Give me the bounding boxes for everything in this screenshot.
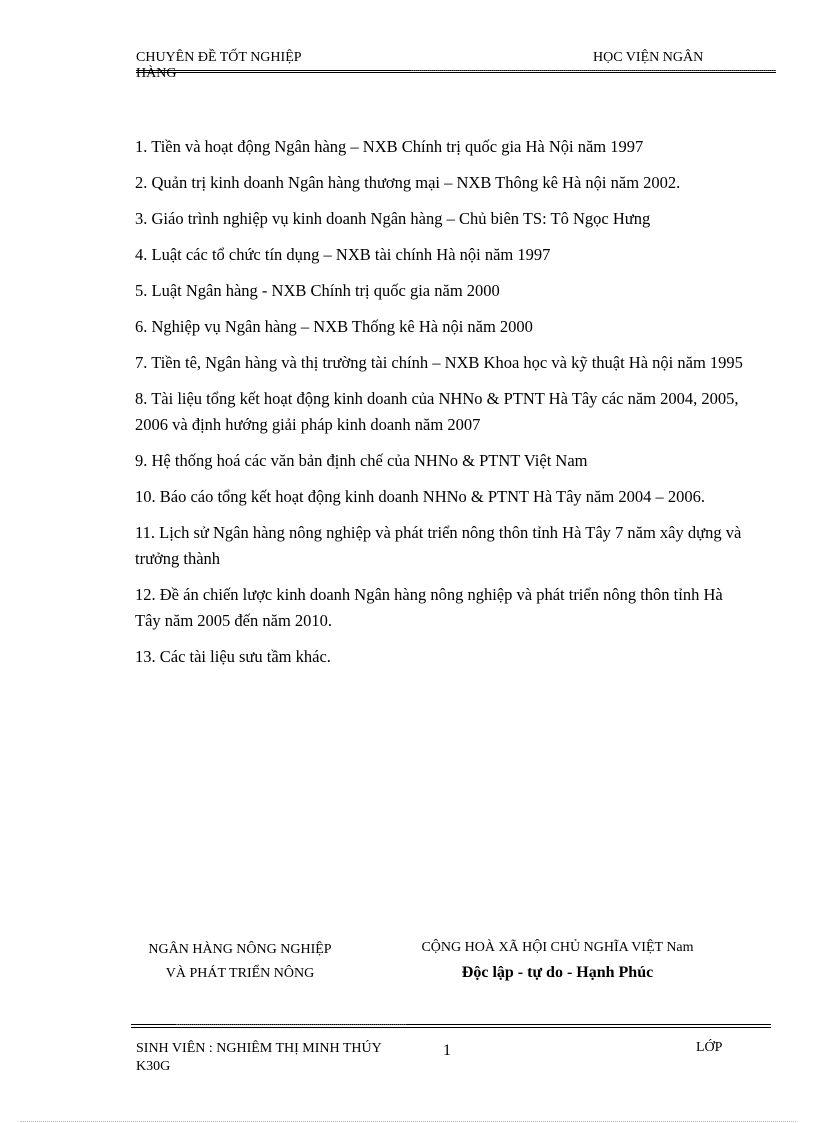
reference-item: 12. Đề án chiến lược kinh doanh Ngân hàng nông nghiệp và phát triển nông thôn tỉnh Hà Tây năm 2005 đến năm 2010.	[135, 585, 723, 630]
bank-name-block	[120, 938, 360, 986]
reference-item: 11. Lịch sử Ngân hàng nông nghiệp và phát triển nông thôn tỉnh Hà Tây 7 năm xây dựng và trưởng thành	[135, 523, 742, 568]
reference-item: 7. Tiền tê, Ngân hàng và thị trường tài chính – NXB Khoa học và kỹ thuật Hà nội năm 1995	[135, 353, 743, 372]
header-rule	[136, 70, 776, 73]
header-left-wrap-text: HÀNG	[136, 66, 177, 81]
reference-item: 3. Giáo trình nghiệp vụ kinh doanh Ngân hàng – Chủ biên TS: Tô Ngọc Hưng	[135, 209, 651, 228]
header-left-text: CHUYÊN ĐỀ TỐT NGHIỆP	[136, 50, 302, 65]
reference-item: 1. Tiền và hoạt động Ngân hàng – NXB Chính trị quốc gia Hà Nội năm 1997	[135, 137, 644, 156]
reference-item: 10. Báo cáo tổng kết hoạt động kinh doanh NHNo & PTNT Hà Tây năm 2004 – 2006.	[135, 487, 705, 506]
footer-right: LỚP	[696, 1040, 723, 1055]
country-name: CỘNG HOÀ XÃ HỘI CHỦ NGHĨA VIỆT Nam	[421, 940, 694, 955]
reference-item: 6. Nghiệp vụ Ngân hàng – NXB Thống kê Hà nội năm 2000	[135, 317, 533, 336]
class-code: K30G	[136, 1059, 171, 1074]
reference-item: 8. Tài liệu tổng kết hoạt động kinh doanh của NHNo & PTNT Hà Tây các năm 2004, 2005, 2006 và định hướng giải pháp kinh doanh năm 2007	[135, 389, 739, 434]
page-number: 1	[443, 1042, 451, 1059]
student-name: SINH VIÊN : NGHIÊM THỊ MINH THÚY	[136, 1041, 382, 1056]
reference-item: 5. Luật Ngân hàng - NXB Chính trị quốc gia năm 2000	[135, 281, 500, 300]
reference-item: 4. Luật các tổ chức tín dụng – NXB tài chính Hà nội năm 1997	[135, 245, 551, 264]
footer-left	[136, 1040, 436, 1076]
footer-rule	[131, 1024, 771, 1028]
bank-name-line2: VÀ PHÁT TRIỂN NÔNG	[165, 966, 315, 981]
reference-list	[135, 134, 745, 680]
header-right-text: HỌC VIỆN NGÂN	[593, 50, 704, 65]
national-motto: Độc lập - tự do - Hạnh Phúc	[461, 964, 654, 981]
national-motto-block	[385, 937, 730, 987]
header-left	[136, 50, 302, 82]
reference-item: 2. Quản trị kinh doanh Ngân hàng thương mại – NXB Thông kê Hà nội năm 2002.	[135, 173, 681, 192]
reference-item: 9. Hệ thống hoá các văn bản định chế của NHNo & PTNT Việt Nam	[135, 451, 588, 470]
bank-name-line1: NGÂN HÀNG NÔNG NGHIỆP	[148, 942, 332, 957]
page-bottom-edge	[20, 1121, 796, 1122]
reference-item: 13. Các tài liệu sưu tầm khác.	[135, 647, 331, 666]
